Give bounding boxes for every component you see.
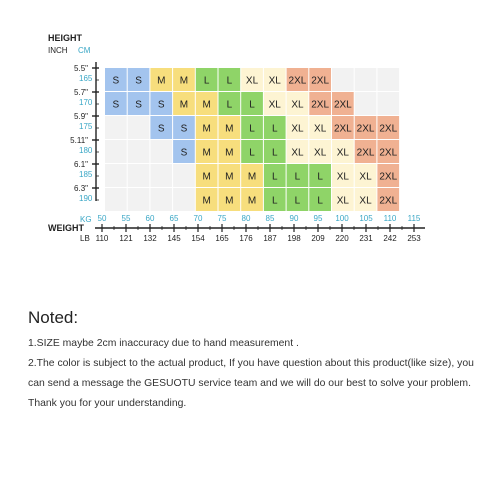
size-cell-label: L (317, 195, 323, 207)
inch-tick-label: 6.1" (74, 160, 88, 169)
weight-title: WEIGHT (48, 223, 84, 233)
size-cell-label: 2XL (333, 123, 352, 135)
lb-tick-label: 253 (407, 234, 421, 243)
size-cell-label: L (271, 171, 278, 183)
height-title: HEIGHT (48, 33, 83, 43)
size-cell-label: XL (245, 75, 259, 87)
size-cell-label: 2XL (311, 99, 330, 111)
inch-tick-label: 5.5" (74, 64, 88, 73)
cm-tick-label: 190 (79, 194, 93, 203)
size-cell-label: XL (268, 99, 281, 111)
lb-tick-label: 110 (95, 234, 109, 243)
kg-tick-label: 110 (383, 214, 397, 223)
size-cell-label: M (225, 147, 234, 159)
size-cell-label: 2XL (288, 75, 307, 87)
size-cell (355, 68, 377, 91)
size-cell-label: M (225, 195, 234, 207)
size-cell-label: M (247, 171, 257, 183)
lb-tick-label: 187 (263, 234, 277, 243)
size-cell (150, 188, 172, 211)
size-cell-label: L (249, 123, 255, 135)
kg-label: KG (80, 215, 92, 224)
size-cell-label: S (180, 123, 188, 135)
lb-tick-label: 132 (143, 234, 157, 243)
size-cell (128, 140, 150, 163)
notes-section (28, 308, 483, 414)
size-cell-label: S (112, 99, 120, 111)
size-cell-label: L (226, 75, 233, 87)
note-line-1: 1.SIZE maybe 2cm inaccuracy due to hand measurement . (28, 338, 299, 349)
kg-tick-label: 105 (359, 214, 373, 223)
size-grid (105, 68, 399, 211)
size-cell (150, 164, 172, 187)
size-cell-label: M (202, 123, 211, 135)
kg-tick-label: 60 (145, 214, 155, 223)
size-cell-label: L (317, 171, 323, 183)
cm-tick-label: 165 (79, 74, 93, 83)
kg-tick-label: 55 (121, 214, 131, 223)
size-cell (128, 116, 150, 139)
size-cell (105, 164, 127, 187)
lb-tick-label: 154 (191, 234, 205, 243)
size-cell-label: S (180, 147, 188, 159)
size-cell-label: L (294, 171, 301, 183)
size-cell-label: L (294, 195, 301, 207)
size-cell-label: 2XL (379, 147, 398, 159)
inch-tick-label: 6.3" (74, 184, 88, 193)
size-cell-label: L (226, 99, 233, 111)
size-cell-label: L (271, 147, 278, 159)
size-cell (105, 188, 127, 211)
note-line-2: 2.The color is subject to the actual product, If you have question about this product(like size), you can send a message the GESUOTU service team and we will do our best to solve your problem. Thank you for your understanding. (28, 358, 474, 409)
size-cell-label: 2XL (356, 147, 375, 159)
inch-tick-label: 5.9" (74, 112, 88, 121)
kg-tick-label: 95 (313, 214, 323, 223)
size-cell-label: 2XL (356, 123, 375, 135)
size-cell-label: XL (314, 123, 327, 135)
size-cell-label: XL (336, 195, 349, 207)
size-cell-label: M (202, 99, 211, 111)
lb-tick-label: 145 (167, 234, 181, 243)
size-cell-label: XL (336, 147, 349, 159)
lb-tick-label: 220 (335, 234, 349, 243)
size-cell (355, 92, 377, 115)
size-cell-label: S (157, 123, 165, 135)
size-cell-label: XL (359, 195, 372, 207)
size-cell (128, 164, 150, 187)
size-cell-label: XL (291, 99, 304, 111)
size-cell (377, 68, 399, 91)
size-cell-label: M (157, 75, 166, 87)
size-cell-label: 2XL (379, 195, 398, 207)
size-cell-label: 2XL (311, 75, 330, 87)
size-cell-label: L (203, 75, 210, 87)
lb-tick-label: 231 (359, 234, 373, 243)
size-cell-label: L (271, 195, 278, 207)
size-cell (105, 140, 127, 163)
kg-tick-label: 90 (289, 214, 299, 223)
size-cell (377, 92, 399, 115)
size-cell-label: M (179, 99, 189, 111)
inch-tick-label: 5.11" (70, 136, 88, 145)
size-cell-label: S (157, 99, 165, 111)
cm-tick-label: 170 (79, 98, 93, 107)
cm-tick-label: 185 (79, 170, 93, 179)
size-cell-label: XL (336, 171, 349, 183)
size-cell-label: XL (268, 75, 281, 87)
inch-tick-label: 5.7" (74, 88, 88, 97)
size-cell-label: S (112, 75, 120, 87)
size-cell-label: M (202, 195, 211, 207)
size-cell-label: M (179, 75, 189, 87)
kg-tick-label: 100 (335, 214, 349, 223)
lb-tick-label: 242 (383, 234, 397, 243)
size-cell-label: M (202, 147, 211, 159)
kg-tick-label: 65 (169, 214, 179, 223)
size-cell-label: XL (359, 171, 372, 183)
kg-tick-label: 50 (97, 214, 107, 223)
size-cell (332, 68, 354, 91)
lb-label: LB (80, 234, 90, 243)
kg-tick-label: 70 (193, 214, 203, 223)
size-cell-label: 2XL (379, 171, 398, 183)
notes-title: Noted: (28, 308, 79, 327)
kg-tick-label: 75 (217, 214, 227, 223)
inch-label: INCH (48, 46, 68, 55)
lb-tick-label: 121 (119, 234, 133, 243)
cm-label: CM (78, 46, 91, 55)
size-cell (128, 188, 150, 211)
cm-tick-label: 180 (79, 146, 93, 155)
cm-tick-label: 175 (79, 122, 93, 131)
size-cell-label: L (249, 99, 255, 111)
size-cell-label: L (271, 123, 278, 135)
lb-tick-label: 176 (239, 234, 253, 243)
size-cell-label: M (225, 171, 234, 183)
size-cell-label: S (135, 99, 142, 111)
size-cell-label: XL (291, 147, 304, 159)
lb-tick-label: 209 (311, 234, 325, 243)
lb-tick-label: 198 (287, 234, 301, 243)
size-cell-label: M (225, 123, 234, 135)
size-cell-label: S (135, 75, 142, 87)
size-cell-label: XL (291, 123, 304, 135)
size-cell-label: 2XL (333, 99, 352, 111)
size-cell (150, 140, 172, 163)
size-cell-label: M (247, 195, 257, 207)
size-cell (173, 164, 195, 187)
lb-tick-label: 165 (215, 234, 229, 243)
size-cell-label: 2XL (379, 123, 398, 135)
kg-tick-label: 85 (265, 214, 275, 223)
kg-tick-label: 115 (407, 214, 421, 223)
size-cell-label: M (202, 171, 211, 183)
size-cell (173, 188, 195, 211)
kg-tick-label: 80 (241, 214, 251, 223)
size-cell-label: L (249, 147, 255, 159)
size-cell-label: XL (314, 147, 327, 159)
size-cell (105, 116, 127, 139)
